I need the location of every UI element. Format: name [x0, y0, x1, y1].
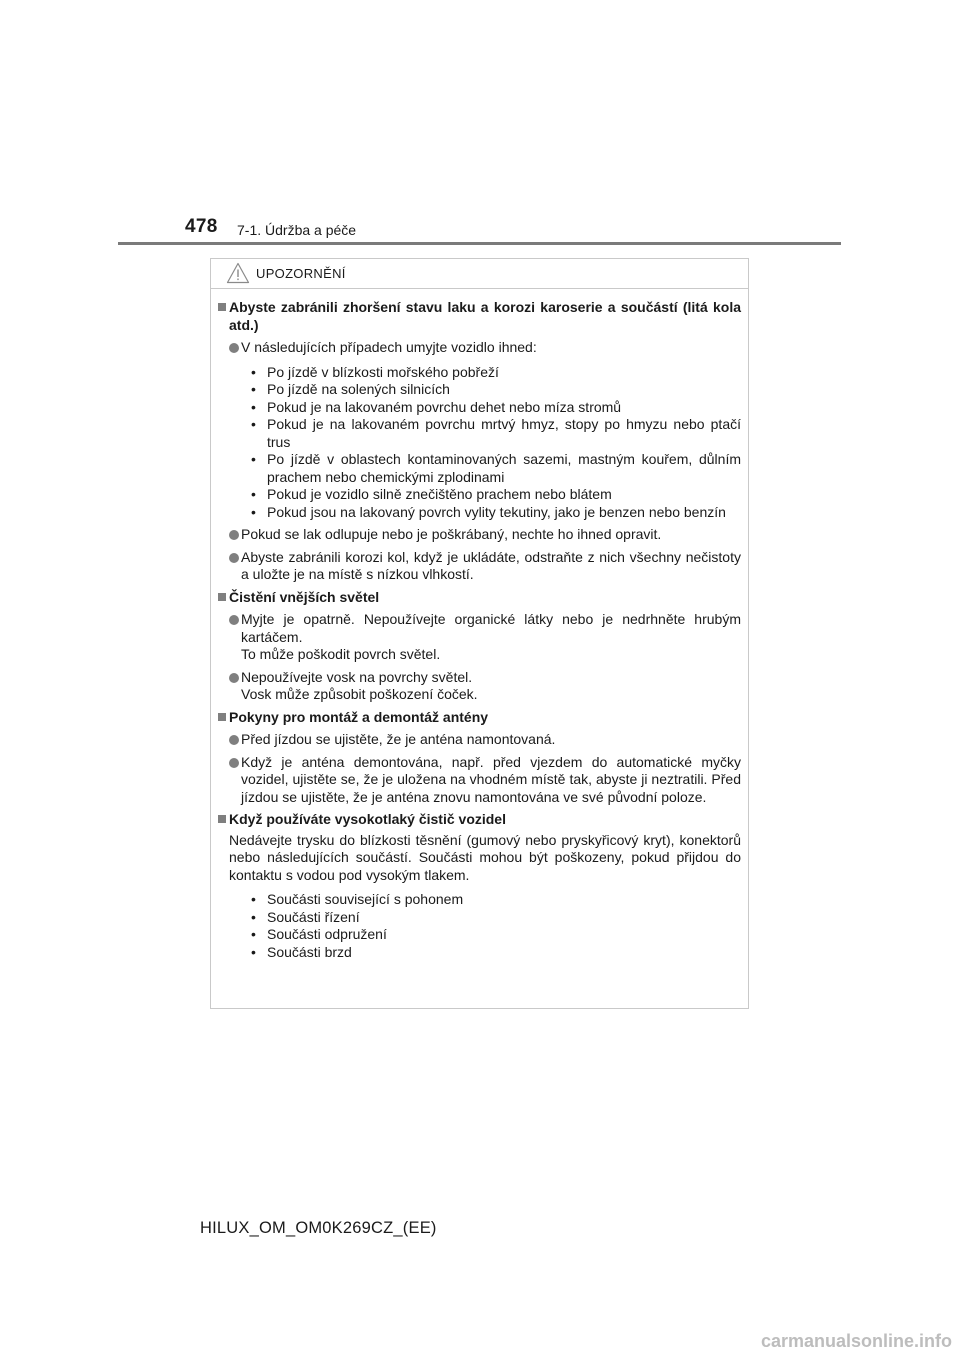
section-title: 7-1. Údržba a péče — [237, 222, 357, 238]
square-bullet-icon — [218, 593, 226, 601]
list-item: Nepoužívejte vosk na povrchy světel. Vosk může způsobit poškození čoček. — [218, 669, 741, 704]
bullet-list — [218, 891, 741, 961]
bullet-item: • Po jízdě v oblastech kontaminovaných sazemi, mastným kouřem, důlním prachem nebo chemickými zplodinami — [241, 451, 741, 486]
bullet-item: • Pokud je na lakovaném povrchu mrtvý hmyz, stopy po hmyzu nebo ptačí trus — [241, 416, 741, 451]
bullet-item: • Součásti související s pohonem — [241, 891, 741, 909]
warning-body — [211, 289, 748, 961]
list-item: Když je anténa demontována, např. před vjezdem do automatické myčky vozidel, ujistěte se, že je uložena na vhodném místě tak, abyste ji neztratili. Před jízdou se ujistěte, že je anténa znovu namontována ve své původní poloze. — [218, 754, 741, 807]
warning-header — [211, 259, 748, 289]
warning-box — [210, 258, 749, 1009]
bullet-item: • Součásti brzd — [241, 944, 741, 962]
circle-bullet-icon — [229, 735, 239, 745]
circle-bullet-icon — [229, 615, 239, 625]
circle-bullet-icon — [229, 530, 239, 540]
list-item: Před jízdou se ujistěte, že je anténa namontovaná. — [218, 731, 741, 749]
paragraph: Nedávejte trysku do blízkosti těsnění (gumový nebo pryskyřicový kryt), konektorů nebo následujících součástí. Součásti mohou být poškozeny, pokud přijdou do kontaktu s vodou pod vysokým tlakem. — [229, 831, 741, 883]
page-number: 478 — [185, 216, 218, 237]
circle-bullet-icon — [229, 673, 239, 683]
circle-bullet-icon — [229, 343, 239, 353]
bullet-item: • Po jízdě na solených silnicích — [241, 381, 741, 399]
bullet-item: • Po jízdě v blízkosti mořského pobřeží — [241, 364, 741, 382]
bullet-item: • Pokud je vozidlo silně znečištěno prachem nebo blátem — [241, 486, 741, 504]
circle-bullet-icon — [229, 758, 239, 768]
site-watermark: carmanualsonline.info — [760, 1331, 952, 1351]
warning-triangle-icon — [226, 262, 250, 284]
bullet-item: • Součásti řízení — [241, 909, 741, 927]
section-heading: Abyste zabránili zhoršení stavu laku a korozi karoserie a součástí (litá kola atd.) — [218, 299, 741, 334]
document-code: HILUX_OM_OM0K269CZ_(EE) — [200, 1219, 437, 1237]
warning-title: UPOZORNĚNÍ — [256, 266, 346, 281]
list-item: V následujících případech umyjte vozidlo ihned: — [218, 339, 741, 357]
section-heading: Čistění vnějších světel — [218, 589, 741, 607]
list-item: Myjte je opatrně. Nepoužívejte organické látky nebo je nedrhněte hrubým kartáčem. To může poškodit povrch světel. — [218, 611, 741, 664]
list-item: Abyste zabránili korozi kol, když je ukládáte, odstraňte z nich všechny nečistoty a uložte je na místě s nízkou vlhkostí. — [218, 549, 741, 584]
header-divider — [118, 242, 841, 245]
bullet-item: • Součásti odpružení — [241, 926, 741, 944]
square-bullet-icon — [218, 713, 226, 721]
section-heading: Když používáte vysokotlaký čistič vozidel — [218, 811, 741, 829]
section-heading: Pokyny pro montáž a demontáž antény — [218, 709, 741, 727]
square-bullet-icon — [218, 303, 226, 311]
bullet-item: • Pokud je na lakovaném povrchu dehet nebo míza stromů — [241, 399, 741, 417]
list-item: Pokud se lak odlupuje nebo je poškrábaný, nechte ho ihned opravit. — [218, 526, 741, 544]
square-bullet-icon — [218, 815, 226, 823]
circle-bullet-icon — [229, 553, 239, 563]
bullet-list — [218, 364, 741, 522]
bullet-item: • Pokud jsou na lakovaný povrch vylity tekutiny, jako je benzen nebo benzín — [241, 504, 741, 522]
